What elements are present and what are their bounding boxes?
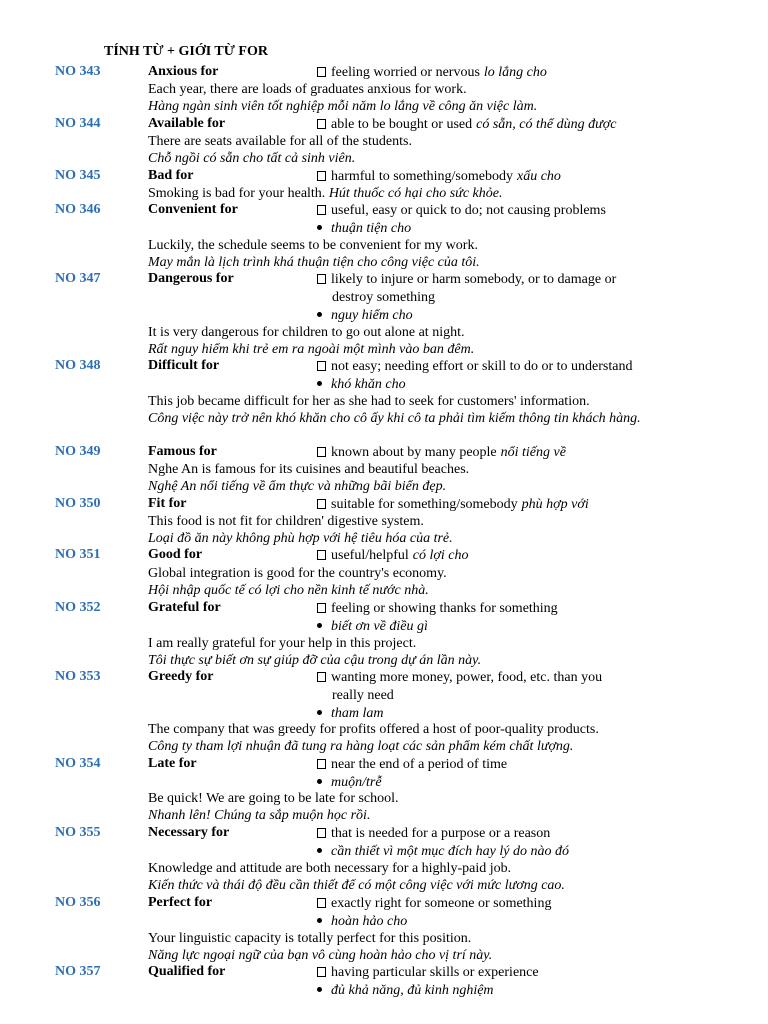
example-vietnamese: Nghệ An nổi tiếng về ẩm thực và những bãi biển đẹp. [148,479,447,494]
definition-continuation: destroy something [332,290,436,305]
entry-term: Greedy for [148,669,214,684]
entry-definition [317,825,674,861]
definition-line [317,601,558,616]
definition-vietnamese [317,913,674,931]
example-english: Each year, there are loads of graduates anxious for work. [148,82,467,97]
example-english: Global integration is good for the country's economy. [148,566,447,581]
vietnamese-text: tham lam [331,706,384,721]
checkbox-icon [317,967,326,977]
example-block [148,635,678,669]
example-english: I am really grateful for your help in this project. [148,636,417,651]
example-block [148,324,678,358]
example-block [148,565,678,599]
checkbox-icon [317,205,326,215]
definition-text: suitable for something/somebody [331,497,518,512]
example-block [148,185,678,202]
checkbox-icon [317,828,326,838]
entry-number: NO 355 [55,825,101,840]
entry-definition [317,358,674,394]
checkbox-icon [317,603,326,613]
checkbox-icon [317,119,326,129]
entry-term: Perfect for [148,895,213,910]
example-vietnamese: Hội nhập quốc tế có lợi cho nền kinh tế nước nhà. [148,583,429,598]
definition-text: feeling worried or nervous [331,65,480,80]
definition-vietnamese [317,843,674,861]
example-english: This job became difficult for her as she had to seek for customers' information. [148,394,590,409]
definition-line [317,965,539,980]
definition-text: harmful to something/somebody [331,169,513,184]
vietnamese-text: thuận tiện cho [331,221,412,236]
definition-text: likely to injure or harm somebody, or to damage or [331,272,617,287]
definition-line [317,359,632,374]
definition-text: useful, easy or quick to do; not causing problems [331,203,606,218]
example-english: It is very dangerous for children to go out alone at night. [148,325,465,340]
entry-term: Famous for [148,444,217,459]
definition-line [317,203,606,218]
checkbox-icon [317,447,326,457]
entry-number: NO 348 [55,358,101,373]
example-block [148,81,678,115]
example-english: Knowledge and attitude are both necessary for a highly-paid job. [148,861,512,876]
entry-definition [317,547,674,565]
checkbox-icon [317,759,326,769]
entry-number: NO 350 [55,496,101,511]
checkbox-icon [317,67,326,77]
bullet-icon [317,848,322,853]
definition-line [317,272,616,287]
definition-line [317,757,507,772]
example-block [148,790,678,824]
entry-number: NO 353 [55,669,101,684]
definition-vietnamese: xấu cho [516,169,561,184]
definition-vietnamese: phù hợp với [521,497,589,512]
example-vietnamese: Nhanh lên! Chúng ta sắp muộn học rồi. [148,808,371,823]
example-vietnamese: Công ty tham lợi nhuận đã tung ra hàng loạt các sản phẩm kém chất lượng. [148,739,574,754]
entry-number: NO 346 [55,202,101,217]
definition-line [317,445,566,460]
bullet-icon [317,312,322,317]
definition-text: wanting more money, power, food, etc. than you [331,670,603,685]
entry-definition [317,496,674,514]
definition-line [317,497,589,512]
example-vietnamese: Năng lực ngoại ngữ của bạn vô cùng hoàn hảo cho vị trí này. [148,948,493,963]
definition-vietnamese: có sẵn, có thể dùng được [476,117,617,132]
example-vietnamese: Loại đồ ăn này không phù hợp với hệ tiêu hóa của trẻ. [148,531,453,546]
entry-number: NO 356 [55,895,101,910]
entry-definition [317,756,674,792]
checkbox-icon [317,672,326,682]
example-english: This food is not fit for children' digestive system. [148,514,424,529]
definition-text: having particular skills or experience [331,965,539,980]
entry-number: NO 347 [55,271,101,286]
example-block [148,860,678,894]
entry-definition [317,669,674,723]
definition-line [317,117,616,132]
bullet-icon [317,381,322,386]
example-english: Be quick! We are going to be late for school. [148,791,399,806]
checkbox-icon [317,499,326,509]
definition-vietnamese [317,982,674,1000]
checkbox-icon [317,550,326,560]
definition-vietnamese: có lợi cho [412,548,469,563]
bullet-icon [317,918,322,923]
example-vietnamese: Tôi thực sự biết ơn sự giúp đỡ của cậu trong dự án lần này. [148,653,482,668]
example-vietnamese: Hàng ngàn sinh viên tốt nghiệp mỗi năm lo lắng về công ăn việc làm. [148,99,538,114]
definition-line [317,670,602,685]
checkbox-icon [317,361,326,371]
definition-vietnamese: lo lắng cho [483,65,547,80]
entry-term: Difficult for [148,358,220,373]
entry-number: NO 357 [55,964,101,979]
checkbox-icon [317,171,326,181]
entry-number: NO 351 [55,547,101,562]
entry-term: Available for [148,116,226,131]
entry-definition [317,202,674,238]
entry-number: NO 352 [55,600,101,615]
entry-number: NO 345 [55,168,101,183]
definition-text: that is needed for a purpose or a reason [331,826,551,841]
entry-number: NO 343 [55,64,101,79]
entry-number: NO 349 [55,444,101,459]
entry-definition [317,444,674,462]
example-english: Your linguistic capacity is totally perfect for this position. [148,931,472,946]
definition-text: not easy; needing effort or skill to do or to understand [331,359,633,374]
entry-definition [317,64,674,82]
definition-text: exactly right for someone or something [331,896,552,911]
definition-text: useful/helpful [331,548,409,563]
definition-line [317,65,547,80]
vietnamese-text: khó khăn cho [331,377,406,392]
definition-vietnamese [317,376,674,394]
example-vietnamese: Kiến thức và thái độ đều cần thiết để có một công việc với mức lương cao. [148,878,565,893]
bullet-icon [317,710,322,715]
entry-term: Fit for [148,496,187,511]
vietnamese-text: cần thiết vì một mục đích hay lý do nào đó [331,844,569,859]
example-english: The company that was greedy for profits offered a host of poor-quality products. [148,722,599,737]
entry-term: Anxious for [148,64,219,79]
checkbox-icon [317,898,326,908]
vietnamese-text: muộn/trễ [331,775,382,790]
definition-line [317,896,551,911]
definition-text: feeling or showing thanks for something [331,601,558,616]
entry-term: Necessary for [148,825,230,840]
definition-vietnamese [317,618,674,636]
example-block [148,513,678,547]
entry-term: Qualified for [148,964,226,979]
definition-line [317,548,468,563]
definition-line [317,169,561,184]
definition-vietnamese [317,307,674,325]
example-vietnamese: Hút thuốc có hại cho sức khỏe. [328,186,503,201]
entry-term: Convenient for [148,202,238,217]
entry-term: Late for [148,756,197,771]
bullet-icon [317,779,322,784]
definition-continuation: really need [332,688,394,703]
bullet-icon [317,225,322,230]
entry-definition [317,168,674,186]
example-vietnamese: May mắn là lịch trình khá thuận tiện cho công việc của tôi. [148,255,480,270]
example-block [148,133,678,167]
example-vietnamese: Chỗ ngồi có sẵn cho tất cả sinh viên. [148,151,356,166]
example-block [148,237,678,271]
example-block [148,930,678,964]
example-block [148,393,678,427]
entry-definition [317,271,674,325]
entry-term: Dangerous for [148,271,234,286]
example-block [148,461,678,495]
definition-vietnamese [317,220,674,238]
example-english: Nghe An is famous for its cuisines and beautiful beaches. [148,462,470,477]
definition-text: known about by many people [331,445,497,460]
example-english: Smoking is bad for your health. [148,186,326,201]
vietnamese-text: hoàn hảo cho [331,914,408,929]
definition-vietnamese: nổi tiếng về [500,445,566,460]
page-title: TÍNH TỪ + GIỚI TỪ FOR [104,44,268,59]
vietnamese-text: nguy hiểm cho [331,308,413,323]
checkbox-icon [317,274,326,284]
bullet-icon [317,623,322,628]
entry-definition [317,116,674,134]
example-vietnamese: Rất nguy hiểm khi trẻ em ra ngoài một mình vào ban đêm. [148,342,475,357]
bullet-icon [317,987,322,992]
definition-text: able to be bought or used [331,117,473,132]
example-english: Luckily, the schedule seems to be convenient for my work. [148,238,478,253]
entry-number: NO 354 [55,756,101,771]
entry-number: NO 344 [55,116,101,131]
entry-term: Grateful for [148,600,221,615]
entry-term: Good for [148,547,203,562]
entry-definition [317,600,674,636]
example-block [148,721,678,755]
entry-definition [317,964,674,1000]
definition-text: near the end of a period of time [331,757,508,772]
example-vietnamese: Công việc này trở nên khó khăn cho cô ấy khi cô ta phải tìm kiếm thông tin khách hàng. [148,411,641,426]
vietnamese-text: đủ khả năng, đủ kinh nghiệm [331,983,494,998]
vietnamese-text: biết ơn về điều gì [331,619,428,634]
entry-term: Bad for [148,168,194,183]
entry-definition [317,895,674,931]
definition-line [317,826,550,841]
example-english: There are seats available for all of the students. [148,134,412,149]
